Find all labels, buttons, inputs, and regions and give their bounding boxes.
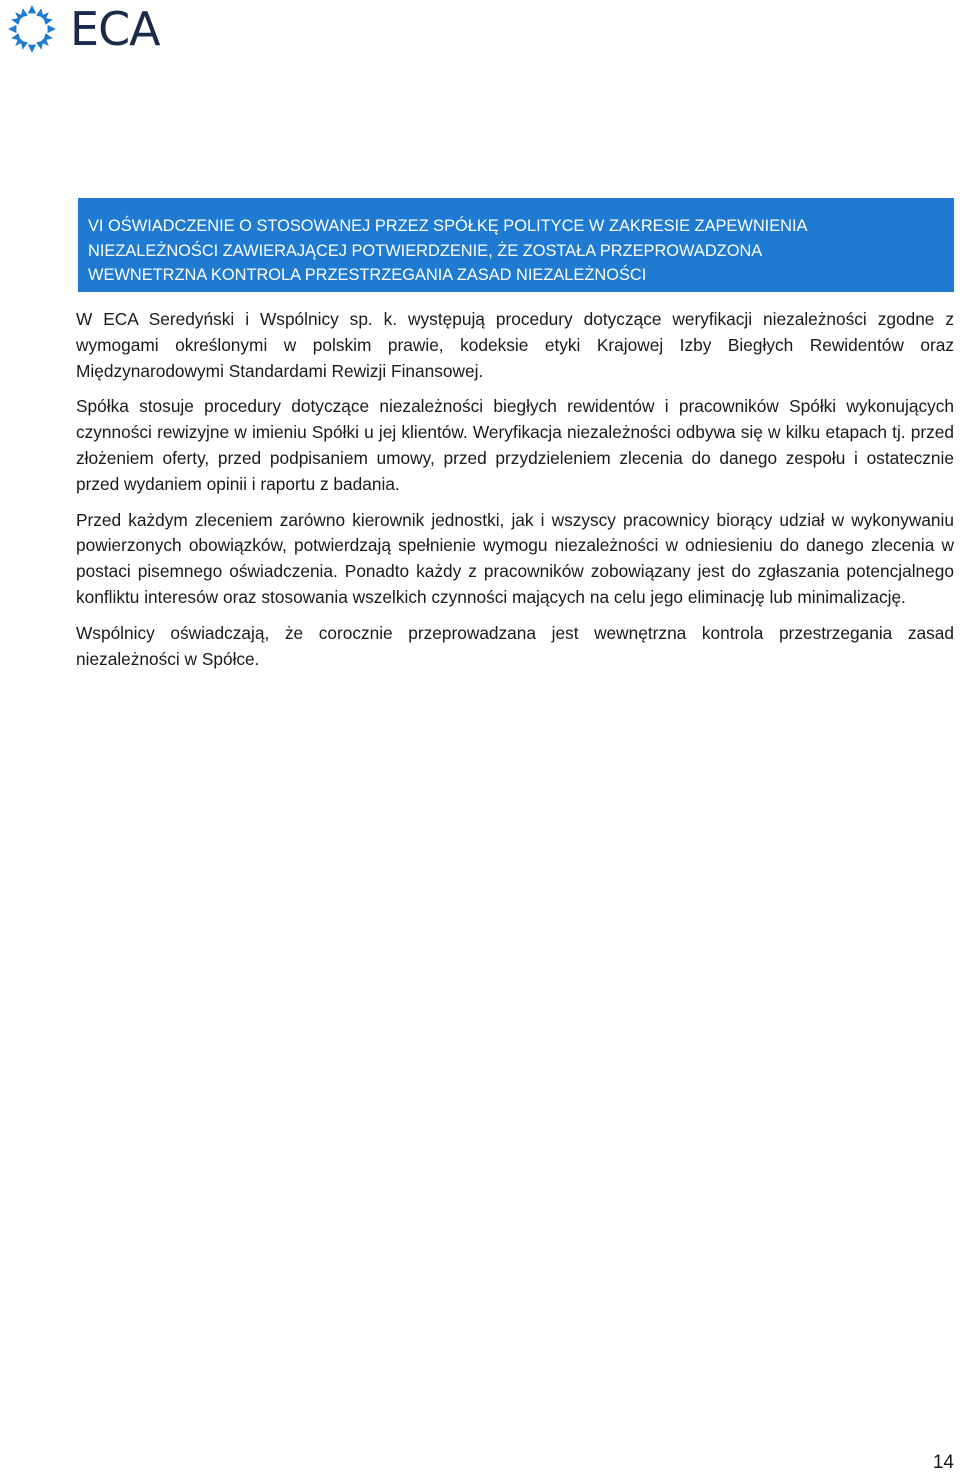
body-paragraph: Przed każdym zleceniem zarówno kierownik jednostki, jak i wszyscy pracownicy biorący udział w wykonywaniu powierzonych obowiązków, potwierdzają spełnienie wymogu niezależności w odniesieniu do danego zlecenia w postaci pisemnego oświadczenia. Ponadto każdy z pracowników zobowiązany jest do zgłaszania potencjalnego konfliktu interesów oraz stosowania wszelkich czynności mających na celu jego eliminację lub minimalizację. — [76, 509, 954, 607]
section-title-line: VI OŚWIADCZENIE O STOSOWANEJ PRZEZ SPÓŁKĘ POLITYCE W ZAKRESIE ZAPEWNIENIA — [88, 217, 808, 235]
page-number: 14 — [932, 1452, 954, 1473]
section-title-line: WEWNETRZNA KONTROLA PRZESTRZEGANIA ZASAD NIEZALEŻNOŚCI — [88, 266, 647, 284]
section-title-banner — [78, 198, 954, 292]
body-paragraph: Spółka stosuje procedury dotyczące niezależności biegłych rewidentów i pracowników Spółki wykonujących czynności rewizyjne w imieniu Spółki u jej klientów. Weryfikacja niezależności odbywa się w kilku etapach tj. przed złożeniem oferty, przed podpisaniem umowy, przed przydzieleniem zlecenia do danego zespołu i ostatecznie przed wydaniem opinii i raportu z badania. — [76, 396, 954, 494]
company-logo — [6, 2, 160, 56]
section-title-line: NIEZALEŻNOŚCI ZAWIERAJĄCEJ POTWIERDZENIE, ŻE ZOSTAŁA PRZEPROWADZONA — [88, 241, 763, 260]
logo-wordmark: ECA — [70, 2, 160, 56]
section-body — [76, 307, 954, 682]
star-burst-icon — [6, 3, 58, 55]
body-paragraph: W ECA Seredyński i Wspólnicy sp. k. występują procedury dotyczące weryfikacji niezależności zgodne z wymogami określonymi w polskim prawie, kodeksie etyki Krajowej Izby Biegłych Rewidentów oraz Międzynarodowymi Standardami Rewizji Finansowej. — [76, 309, 954, 381]
body-paragraph: Wspólnicy oświadczają, że corocznie przeprowadzana jest wewnętrzna kontrola przestrzegania zasad niezależności w Spółce. — [76, 622, 954, 669]
